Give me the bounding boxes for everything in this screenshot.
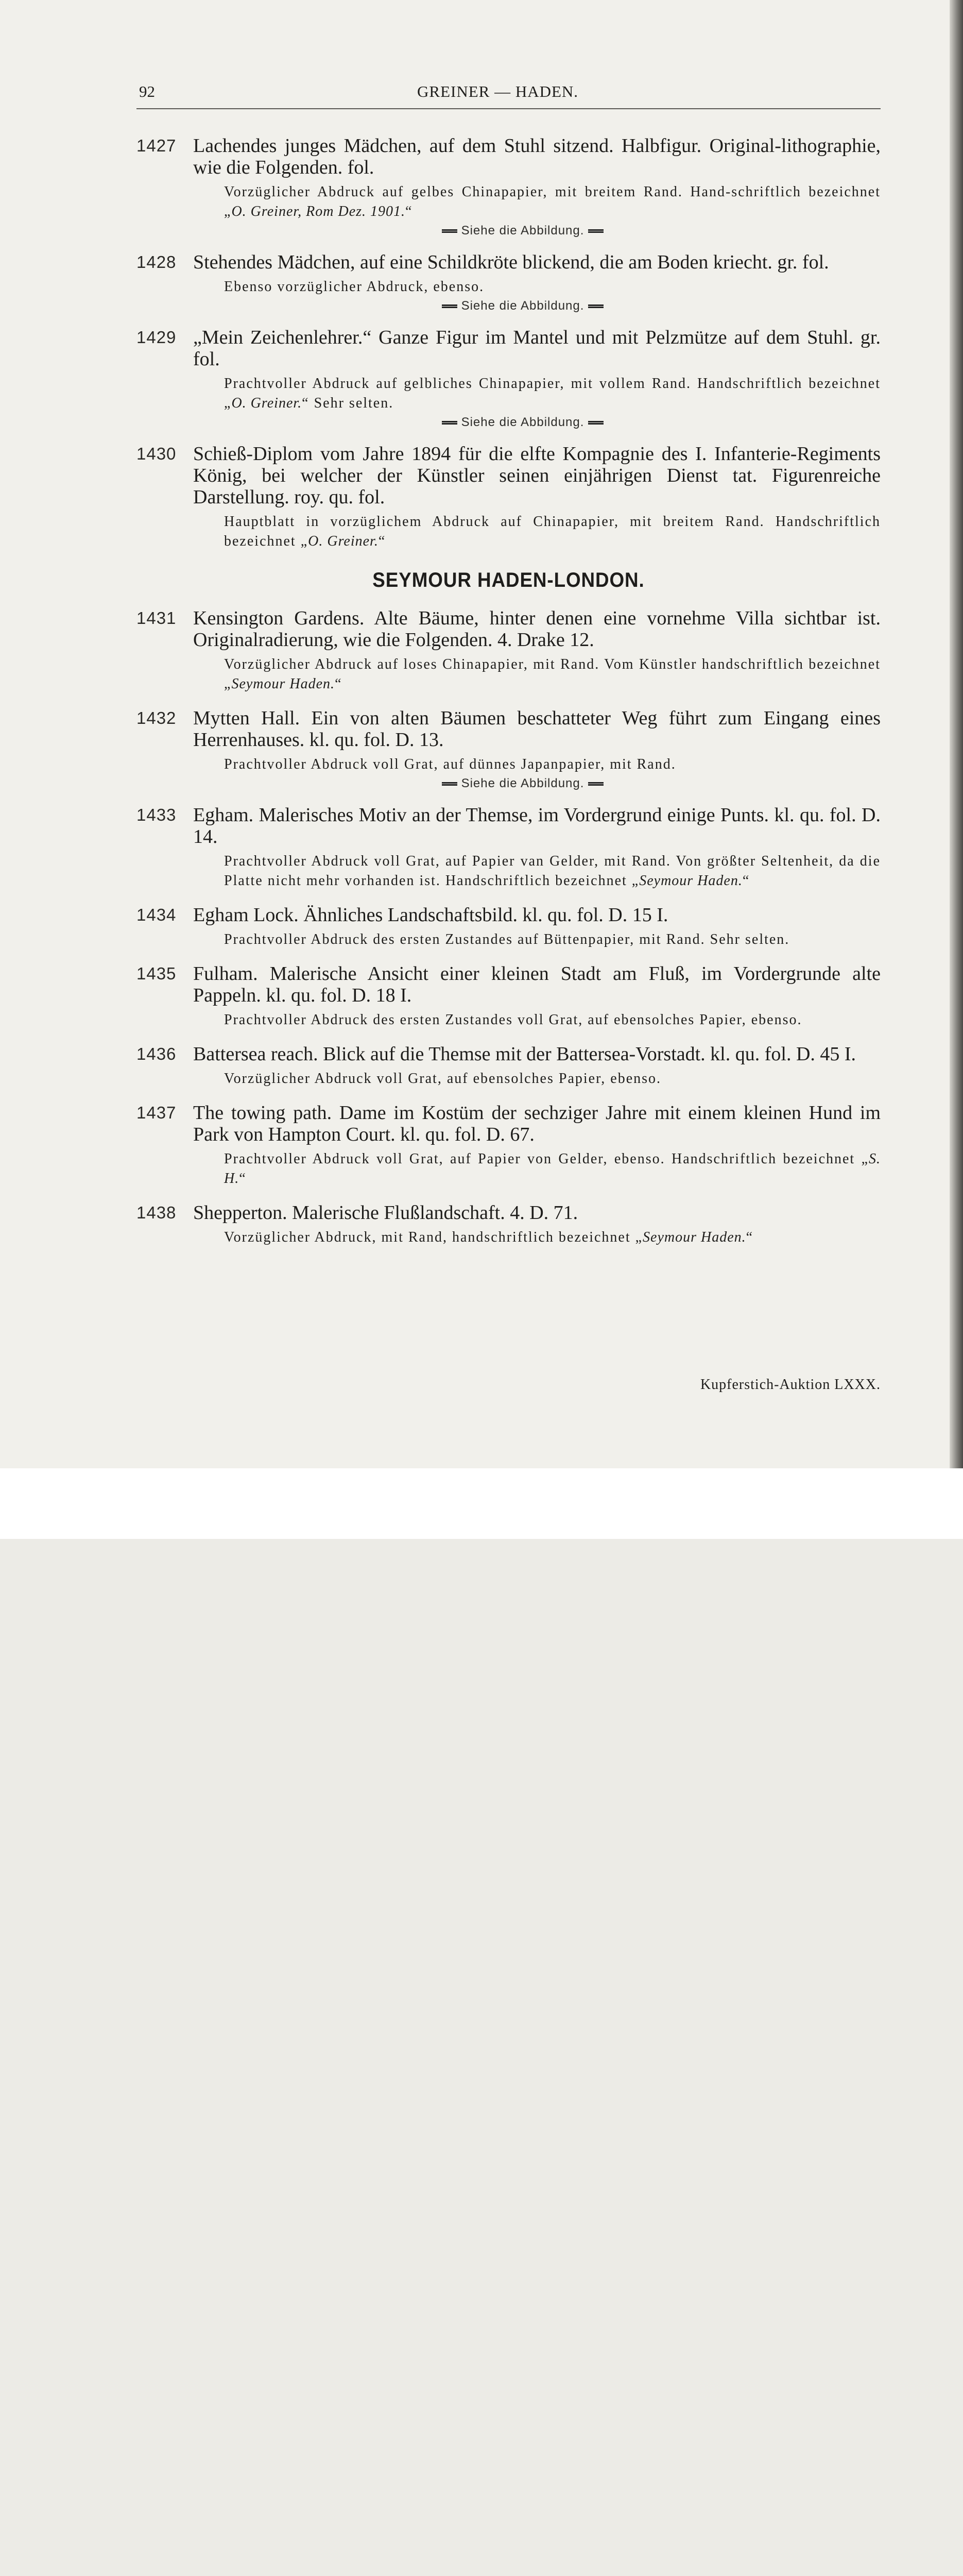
- lot-number: 1433: [136, 805, 177, 824]
- lot-number: 1438: [136, 1203, 177, 1222]
- catalogue-entry: [136, 607, 881, 694]
- catalogue-entry: [136, 327, 881, 430]
- digitization-strip: [0, 1468, 963, 1539]
- lot-description: [224, 1228, 881, 1247]
- description-suffix: “: [742, 873, 750, 889]
- lot-title: Kensington Gardens. Alte Bäume, hinter denen eine vornehme Villa sichtbar ist. Originalradierung, wie die Folgenden. 4. Drake 12.: [193, 607, 881, 651]
- lot-title: Battersea reach. Blick auf die Themse mit der Battersea-Vorstadt. kl. qu. fol. D. 45 I.: [193, 1043, 856, 1065]
- catalogue-entry: [136, 251, 881, 313]
- page-number: 92: [139, 82, 155, 100]
- double-rule-icon: [442, 304, 457, 308]
- catalogue-footer: Kupferstich-Auktion LXXX.: [700, 1377, 881, 1393]
- double-rule-icon: [588, 229, 604, 233]
- double-rule-icon: [442, 229, 457, 233]
- double-rule-icon: [588, 782, 604, 786]
- lot-title: Egham Lock. Ähnliches Landschaftsbild. kl. qu. fol. D. 15 I.: [193, 904, 668, 926]
- catalogue-entry: [136, 443, 881, 551]
- lot-title: The towing path. Dame im Kostüm der sechziger Jahre mit einem kleinen Hund im Park von Hampton Court. kl. qu. fol. D. 67.: [193, 1102, 881, 1145]
- double-rule-icon: [442, 782, 457, 786]
- catalogue-entry: [136, 1102, 881, 1189]
- see-text: Siehe die Abbildung.: [461, 776, 584, 790]
- lot-description: [224, 277, 881, 297]
- lot-description: [224, 1069, 881, 1089]
- catalogue-entry: [136, 1202, 881, 1247]
- see-illustration-note: [224, 224, 821, 238]
- lot-title: Lachendes junges Mädchen, auf dem Stuhl sitzend. Halbfigur. Original-lithographie, wie die Folgenden. fol.: [193, 135, 881, 178]
- lot-number: 1436: [136, 1044, 177, 1063]
- description-suffix: “: [378, 533, 386, 549]
- description-text: Prachtvoller Abdruck voll Grat, auf dünnes Japanpapier, mit Rand.: [224, 756, 676, 772]
- catalogue-content: [136, 135, 881, 1261]
- description-text: Ebenso vorzüglicher Abdruck, ebenso.: [224, 279, 485, 295]
- lot-number: 1427: [136, 136, 177, 155]
- header-rule: [136, 108, 881, 109]
- description-suffix: “: [746, 1229, 754, 1245]
- description-text: Prachtvoller Abdruck auf gelbliches Chinapapier, mit vollem Rand. Handschriftlich bezeichnet „: [224, 376, 881, 411]
- description-suffix: “: [405, 204, 413, 219]
- lot-title: Stehendes Mädchen, auf eine Schildkröte blickend, die am Boden kriecht. gr. fol.: [193, 251, 829, 273]
- signature-text: Seymour Haden.: [231, 676, 335, 692]
- section-heading: SEYMOUR HADEN-LONDON.: [372, 569, 645, 591]
- catalogue-entry: [136, 707, 881, 791]
- lot-description: [224, 930, 881, 950]
- signature-text: O. Greiner.: [231, 395, 302, 411]
- description-suffix: “: [335, 676, 342, 692]
- signature-text: O. Greiner.: [308, 533, 379, 549]
- double-rule-icon: [442, 421, 457, 425]
- lot-number: 1432: [136, 708, 177, 727]
- lot-number: 1437: [136, 1103, 177, 1122]
- signature-text: S. H.: [224, 1151, 881, 1187]
- book-spine-shadow: [950, 0, 963, 1468]
- lot-title: „Mein Zeichenlehrer.“ Ganze Figur im Mantel und mit Pelzmütze auf dem Stuhl. gr. fol.: [193, 327, 881, 370]
- see-illustration-note: [224, 776, 821, 791]
- catalogue-entry: [136, 904, 881, 950]
- description-text: Prachtvoller Abdruck voll Grat, auf Papier van Gelder, mit Rand. Von größter Seltenheit, da die Platte nicht mehr vorhanden ist. Handschriftlich bezeichnet „: [224, 853, 881, 889]
- description-text: Prachtvoller Abdruck des ersten Zustandes voll Grat, auf ebensolches Papier, ebenso.: [224, 1012, 802, 1028]
- double-rule-icon: [588, 421, 604, 425]
- signature-text: Seymour Haden.: [639, 873, 743, 889]
- see-text: Siehe die Abbildung.: [461, 299, 584, 313]
- catalogue-entry: [136, 135, 881, 238]
- lot-description: [224, 655, 881, 694]
- lot-number: 1429: [136, 328, 177, 347]
- running-header: [139, 82, 881, 105]
- entries-greiner: [136, 135, 881, 551]
- catalogue-entry: [136, 963, 881, 1030]
- description-text: Vorzüglicher Abdruck auf loses Chinapapier, mit Rand. Vom Künstler handschriftlich bezeichnet „: [224, 656, 881, 692]
- see-text: Siehe die Abbildung.: [461, 224, 584, 238]
- signature-text: Seymour Haden.: [643, 1229, 746, 1245]
- lot-title: Egham. Malerisches Motiv an der Themse, im Vordergrund einige Punts. kl. qu. fol. D. 14.: [193, 804, 881, 848]
- lot-description: [224, 1149, 881, 1189]
- see-illustration-note: [224, 299, 821, 313]
- lot-number: 1434: [136, 905, 177, 924]
- description-suffix: “: [239, 1171, 247, 1187]
- lot-title: Schieß-Diplom vom Jahre 1894 für die elfte Kompagnie des I. Infanterie-Regiments König, bei welcher der Künstler seinen einjährigen Dienst tat. Figurenreiche Darstellung. roy. qu. fol.: [193, 443, 881, 508]
- lot-number: 1435: [136, 964, 177, 983]
- lot-number: 1431: [136, 608, 177, 628]
- lot-description: [224, 1010, 881, 1030]
- lot-description: [224, 755, 881, 774]
- lot-title: Fulham. Malerische Ansicht einer kleinen Stadt am Fluß, im Vordergrunde alte Pappeln. kl. qu. fol. D. 18 I.: [193, 963, 881, 1006]
- lot-description: [224, 852, 881, 891]
- signature-text: O. Greiner, Rom Dez. 1901.: [231, 204, 406, 219]
- description-text: Hauptblatt in vorzüglichem Abdruck auf Chinapapier, mit breitem Rand. Handschriftlich bezeichnet „: [224, 514, 881, 549]
- description-text: Prachtvoller Abdruck voll Grat, auf Papier von Gelder, ebenso. Handschriftlich bezeichnet „: [224, 1151, 869, 1167]
- description-suffix: “ Sehr selten.: [302, 395, 394, 411]
- see-text: Siehe die Abbildung.: [461, 415, 584, 429]
- running-title: GREINER — HADEN.: [417, 82, 579, 100]
- description-text: Prachtvoller Abdruck des ersten Zustandes auf Büttenpapier, mit Rand. Sehr selten.: [224, 931, 790, 947]
- lot-number: 1430: [136, 444, 177, 463]
- lot-description: [224, 182, 881, 222]
- catalogue-entry: [136, 1043, 881, 1089]
- lot-title: Shepperton. Malerische Flußlandschaft. 4. D. 71.: [193, 1202, 578, 1224]
- lot-description: [224, 512, 881, 551]
- lot-number: 1428: [136, 252, 177, 272]
- description-text: Vorzüglicher Abdruck auf gelbes Chinapapier, mit breitem Rand. Hand-schriftlich bezeichnet „: [224, 184, 881, 219]
- double-rule-icon: [588, 304, 604, 308]
- catalogue-entry: [136, 804, 881, 891]
- see-illustration-note: [224, 415, 821, 430]
- lot-description: [224, 374, 881, 413]
- lot-title: Mytten Hall. Ein von alten Bäumen beschatteter Weg führt zum Eingang eines Herrenhauses. kl. qu. fol. D. 13.: [193, 707, 881, 751]
- description-text: Vorzüglicher Abdruck voll Grat, auf ebensolches Papier, ebenso.: [224, 1071, 662, 1087]
- description-text: Vorzüglicher Abdruck, mit Rand, handschriftlich bezeichnet „: [224, 1229, 643, 1245]
- entries-haden: [136, 607, 881, 1247]
